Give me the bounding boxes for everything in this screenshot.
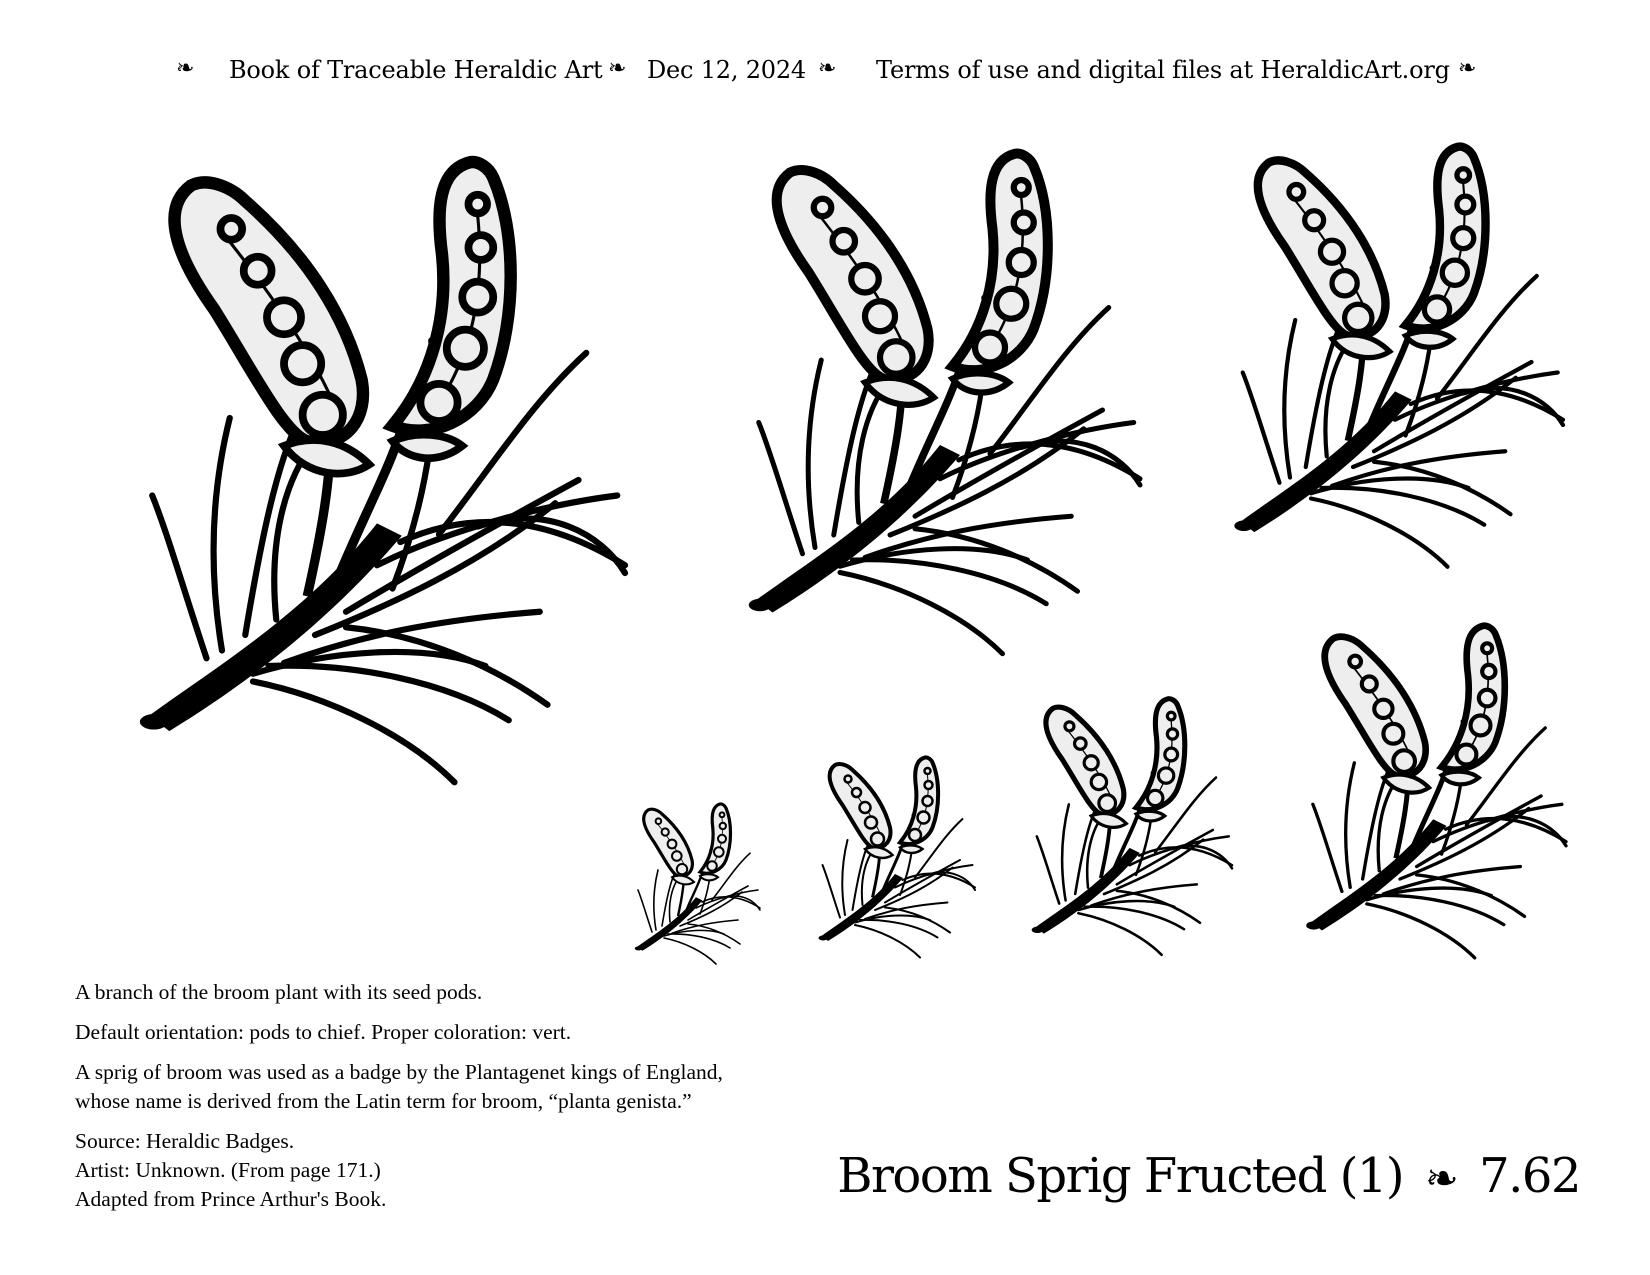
history-line-1: A sprig of broom was used as a badge by the Plantagenet kings of England, xyxy=(75,1060,723,1084)
history-paragraph xyxy=(75,1058,875,1116)
description-line: A branch of the broom plant with its seed pods. xyxy=(75,980,483,1004)
broom-sprig-icon xyxy=(819,757,976,957)
fleuron-icon: ❧ xyxy=(176,56,195,81)
fleuron-icon: ❧ xyxy=(818,56,837,81)
plate-number: 7.62 xyxy=(1479,1148,1580,1204)
terms-of-use: Terms of use and digital files at HeraldicArt.org xyxy=(876,56,1450,84)
broom-sprig-icon xyxy=(749,154,1140,654)
source-line: Source: Heraldic Badges. xyxy=(75,1129,295,1153)
fleuron-icon: ❧ xyxy=(608,56,627,81)
orientation-line: Default orientation: pods to chief. Proper coloration: vert. xyxy=(75,1020,572,1044)
broom-sprig-icon xyxy=(1032,699,1232,955)
source-block xyxy=(75,1127,875,1214)
broom-sprig-icon xyxy=(635,804,760,964)
broom-sprig-icon xyxy=(140,162,625,782)
fleuron-icon: ❧ xyxy=(1458,56,1477,81)
plate-title xyxy=(837,1148,1580,1204)
broom-sprig-icon xyxy=(1234,147,1563,567)
book-title: Book of Traceable Heraldic Art xyxy=(229,56,603,84)
description-block xyxy=(75,978,875,1225)
artist-line: Artist: Unknown. (From page 171.) xyxy=(75,1158,381,1182)
header-date: Dec 12, 2024 xyxy=(647,56,806,84)
broom-sprig-icon xyxy=(1306,626,1566,958)
plate-name: Broom Sprig Fructed (1) xyxy=(837,1148,1404,1204)
adapted-line: Adapted from Prince Arthur's Book. xyxy=(75,1187,387,1211)
history-line-2: whose name is derived from the Latin term for broom, “planta genista.” xyxy=(75,1089,692,1113)
fleuron-icon: ❧ xyxy=(1425,1156,1458,1202)
